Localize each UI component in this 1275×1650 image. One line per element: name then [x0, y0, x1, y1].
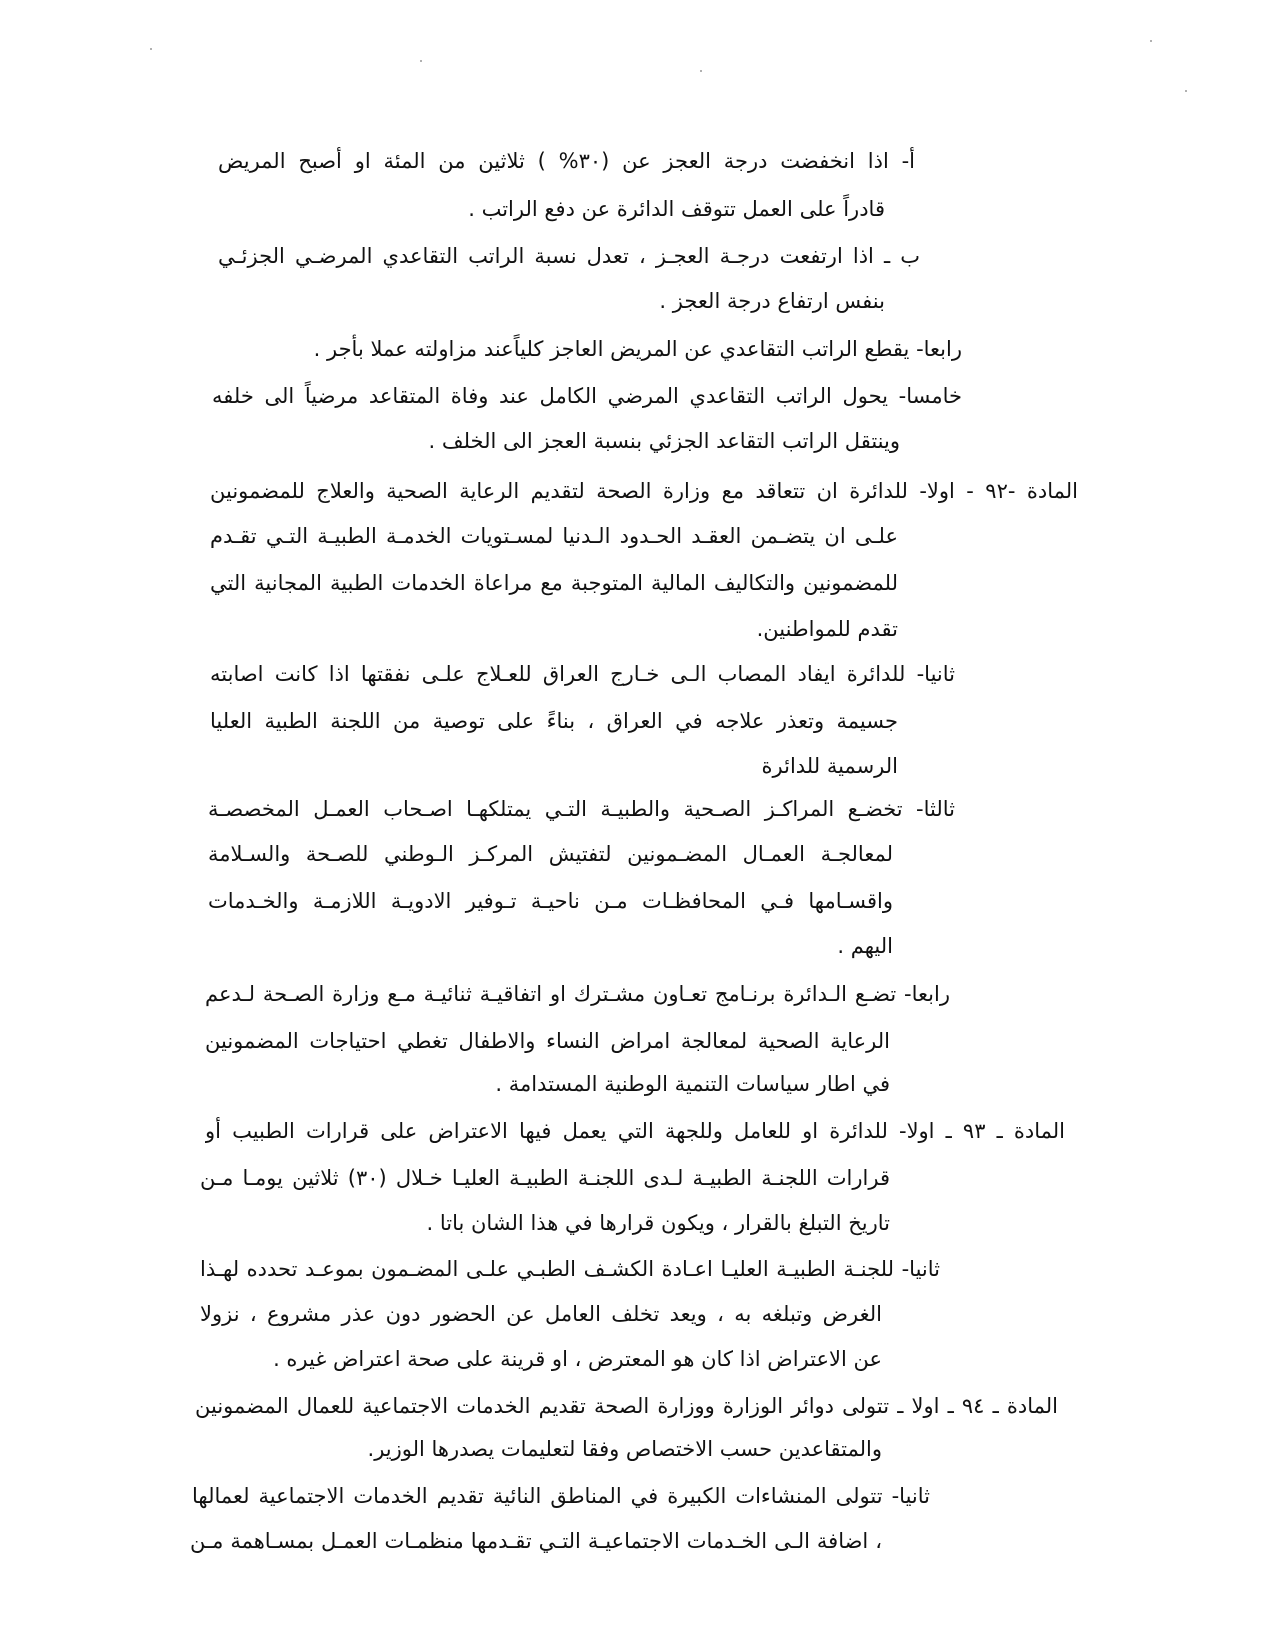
- text-line: ب ـ اذا ارتفعت درجـة العجـز ، تعدل نسبة الراتب التقاعدي المرضـي الجزئـي: [218, 244, 920, 268]
- text-line: جسيمة وتعذر علاجه في العراق ، بناءً على توصية من اللجنة الطبية العليا: [210, 709, 898, 733]
- text-line: ثانيا- للدائرة ايفاد المصاب الـى خـارج العراق للعـلاج علـى نفقتها اذا كانت اصابته: [210, 662, 955, 686]
- text-line: واقسـامها فـي المحافظـات مـن ناحيـة تـوفير الادويـة اللازمـة والخـدمات: [208, 889, 893, 913]
- text-line: تقدم للمواطنين.: [756, 617, 898, 641]
- scan-speck: [420, 60, 422, 62]
- scan-speck: [150, 48, 152, 50]
- text-line: الرعاية الصحية لمعالجة امراض النساء والاطفال تغطي احتياجات المضمونين: [205, 1029, 890, 1053]
- text-line: رابعا- تضـع الـدائرة برنـامج تعـاون مشـترك او اتفاقيـة ثنائيـة مـع وزارة الصـحة لـدعم: [205, 982, 950, 1006]
- text-line: في اطار سياسات التنمية الوطنية المستدامة .: [495, 1072, 890, 1096]
- text-line: ثانيا- للجنـة الطبيـة العليـا اعـادة الكشـف الطبـي علـى المضـمون بموعـد تحدده لهـذا: [200, 1257, 940, 1281]
- scan-speck: [1150, 40, 1152, 42]
- scan-speck: [1185, 90, 1187, 92]
- text-line: أ- اذا انخفضت درجة العجز عن (٣٠% ) ثلاثين من المئة او أصبح المريض: [218, 149, 915, 173]
- text-line: الغرض وتبلغه به ، ويعد تخلف العامل عن الحضور دون عذر مشروع ، نزولا: [200, 1302, 882, 1326]
- scan-speck: [700, 70, 702, 72]
- text-line: للمضمونين والتكاليف المالية المتوجبة مع مراعاة الخدمات الطبية المجانية التي: [210, 571, 898, 595]
- text-line: والمتقاعدين حسب الاختصاص وفقا لتعليمات يصدرها الوزير.: [367, 1437, 882, 1461]
- text-line: تاريخ التبلغ بالقرار ، ويكون قرارها في هذا الشان باتا .: [426, 1211, 890, 1235]
- text-line: ثالثا- تخضـع المراكـز الصـحية والطبيـة التـي يمتلكهـا اصـحاب العمـل المخصصـة: [208, 797, 955, 821]
- text-line: لمعالجـة العمـال المضـمونين لتفتيش المركـز الـوطني للصـحة والسـلامة: [208, 842, 893, 866]
- text-line: علـى ان يتضـمن العقـد الحـدود الـدنيا لمسـتويات الخدمـة الطبيـة التـي تقـدم: [210, 524, 898, 548]
- article-94-heading-line: المادة ـ ٩٤ ـ اولا ـ تتولى دوائر الوزارة ووزارة الصحة تقديم الخدمات الاجتماعية للعمال المضمونين: [195, 1394, 1058, 1418]
- text-line: قرارات اللجنـة الطبيـة لـدى اللجنـة الطبيـة العليـا خـلال (٣٠) ثلاثين يومـا مـن: [200, 1166, 890, 1190]
- text-line: ثانيا- تتولى المنشاءات الكبيرة في المناطق النائية تقديم الخدمات الاجتماعية لعمالها: [192, 1484, 930, 1508]
- article-92-heading-line: المادة -٩٢ - اولا- للدائرة ان تتعاقد مع وزارة الصحة لتقديم الرعاية الصحية والعلاج للمضمونين: [210, 479, 1078, 503]
- text-line: بنفس ارتفاع درجة العجز .: [659, 289, 885, 313]
- text-line: قادراً على العمل تتوقف الدائرة عن دفع الراتب .: [468, 197, 885, 221]
- text-line: خامسا- يحول الراتب التقاعدي المرضي الكامل عند وفاة المتقاعد مرضياً الى خلفه: [212, 384, 962, 408]
- article-93-heading-line: المادة ـ ٩٣ ـ اولا- للدائرة او للعامل وللجهة التي يعمل فيها الاعتراض على قرارات الطبيب أو: [205, 1119, 1065, 1143]
- text-line: ، اضافة الـى الخـدمات الاجتماعيـة التـي تقـدمها منظمـات العمـل بمسـاهمة مـن: [190, 1529, 882, 1553]
- text-line: رابعا- يقطع الراتب التقاعدي عن المريض العاجز كلياًعند مزاولته عملا بأجر .: [313, 337, 962, 361]
- text-line: الرسمية للدائرة: [761, 754, 898, 778]
- text-line: وينتقل الراتب التقاعد الجزئي بنسبة العجز الى الخلف .: [428, 429, 900, 453]
- text-line: اليهم .: [837, 934, 893, 958]
- text-line: عن الاعتراض اذا كان هو المعترض ، او قرينة على صحة اعتراض غيره .: [273, 1347, 882, 1371]
